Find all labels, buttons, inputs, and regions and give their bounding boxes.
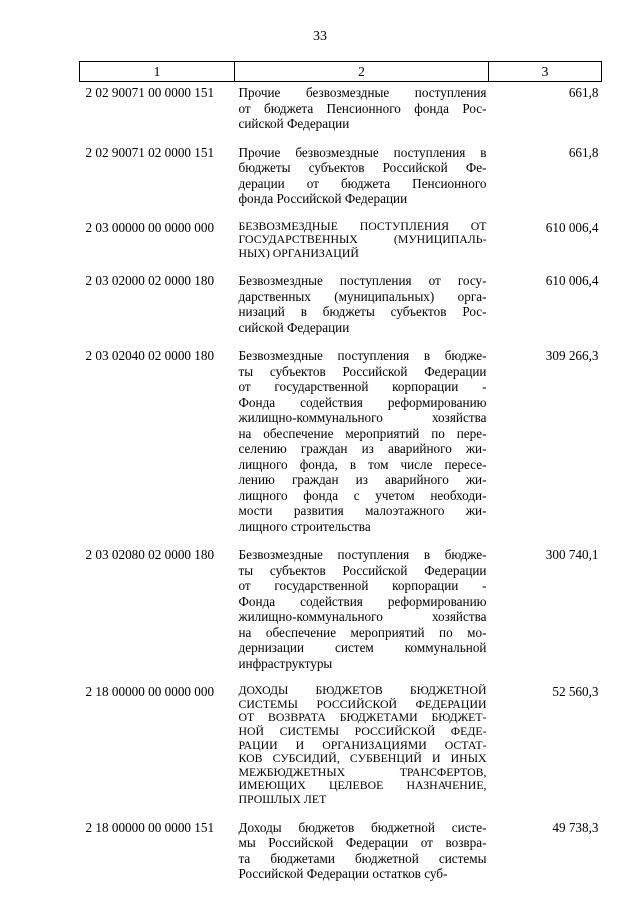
description-line: лению граждан из аварийного жи- [238,472,487,488]
budget-code-cell: 2 18 00000 00 0000 000 [85,684,215,700]
description-line: ПРОШЛЫХ ЛЕТ [238,792,327,807]
description-line: Фонда содействия реформированию [238,593,487,609]
description-line: КОВ СУБСИДИЙ, СУБВЕНЦИЙ И ИНЫХ [238,751,487,766]
budget-code-cell: 2 03 02040 02 0000 180 [85,348,215,364]
description-line: та бюджетами бюджетной системы [238,850,487,866]
column-header-amount: 3 [489,62,602,82]
table-row [80,817,602,892]
description-line: селению граждан из аварийного жи- [238,441,487,457]
table-row [80,681,602,816]
description-line: от государственной корпорации - [238,578,487,594]
description-line: жилищно-коммунального хозяйства [238,410,487,426]
description-line: НЫХ) ОРГАНИЗАЦИЙ [238,245,359,260]
amount-cell: 49 738,3 [552,819,599,835]
description-line: ГОСУДАРСТВЕННЫХ (МУНИЦИПАЛЬ- [238,232,487,247]
description-line: Безвозмездные поступления от госу- [238,273,487,289]
table-row [80,270,602,345]
description-line: ИМЕЮЩИХ ЦЕЛЕВОЕ НАЗНАЧЕНИЕ, [238,778,487,793]
description-cell [235,345,489,544]
budget-revenue-table [79,61,602,892]
description-line: дерации от бюджета Пенсионного [238,175,487,191]
amount-cell: 610 006,4 [545,273,599,289]
budget-code-cell: 2 02 90071 02 0000 151 [85,144,215,160]
description-line: Прочие безвозмездные поступления [238,85,487,100]
description-line: Доходы бюджетов бюджетной систе- [238,819,487,835]
table-row [80,345,602,544]
description-line: Российской Федерации остатков суб- [238,866,448,882]
description-line: низаций в бюджеты субъектов Рос- [238,304,487,320]
description-line: МЕЖБЮДЖЕТНЫХ ТРАНСФЕРТОВ, [238,764,487,779]
description-cell [235,681,489,816]
description-line: мы Российской Федерации от возвра- [238,835,487,851]
description-cell [235,817,489,892]
description-line: Фонда содействия реформированию [238,394,487,410]
budget-code-cell: 2 02 90071 00 0000 151 [85,85,215,100]
budget-code-cell: 2 03 02000 02 0000 180 [85,273,215,289]
description-line: дернизации систем коммунальной [238,640,487,656]
description-line: сийской Федерации [238,319,350,335]
description-line: Безвозмездные поступления в бюдже- [238,547,487,563]
description-line: жилищно-коммунального хозяйства [238,609,487,625]
table-row [80,82,602,142]
description-line: инфраструктуры [238,655,333,671]
description-line: мости развития малоэтажного жи- [238,503,487,519]
description-cell [235,217,489,271]
description-line: бюджеты субъектов Российской Фе- [238,160,487,175]
description-line: лищного фонда, в том числе пересе- [238,456,487,472]
description-line: лищного фонда с учетом необходи- [238,487,487,503]
description-line: от бюджета Пенсионного фонда Рос- [238,100,487,116]
table-header-row [80,62,602,82]
budget-code-cell: 2 03 00000 00 0000 000 [85,219,215,235]
budget-code-cell: 2 03 02080 02 0000 180 [85,547,215,563]
description-cell [235,142,489,217]
table-row [80,217,602,271]
column-header-code: 1 [80,62,235,82]
amount-cell: 610 006,4 [545,219,599,235]
description-line: ДОХОДЫ БЮДЖЕТОВ БЮДЖЕТНОЙ [238,683,487,698]
budget-code-cell: 2 18 00000 00 0000 151 [85,819,215,835]
description-line: СИСТЕМЫ РОССИЙСКОЙ ФЕДЕРАЦИИ [238,696,487,711]
amount-cell: 309 266,3 [545,348,599,364]
description-line: НОЙ СИСТЕМЫ РОССИЙСКОЙ ФЕДЕ- [238,724,487,739]
description-line: Прочие безвозмездные поступления в [238,144,487,160]
amount-cell: 661,8 [568,85,599,100]
description-line: РАЦИИ И ОРГАНИЗАЦИЯМИ ОСТАТ- [238,737,487,752]
description-line: сийской Федерации [238,116,350,131]
description-line: от государственной корпорации - [238,379,487,395]
column-header-description: 2 [235,62,489,82]
table-row [80,544,602,681]
description-line: ты субъектов Российской Федерации [238,363,487,379]
description-line: Безвозмездные поступления в бюдже- [238,348,487,364]
description-line: ОТ ВОЗВРАТА БЮДЖЕТАМИ БЮДЖЕТ- [238,710,487,725]
description-cell [235,544,489,681]
description-line: лищного строительства [238,518,371,534]
amount-cell: 661,8 [568,144,599,160]
description-line: ты субъектов Российской Федерации [238,562,487,578]
description-line: дарственных (муниципальных) орга- [238,288,487,304]
description-line: фонда Российской Федерации [238,191,408,206]
description-cell [235,82,489,142]
table-row [80,142,602,217]
amount-cell: 300 740,1 [545,547,599,563]
description-line: БЕЗВОЗМЕЗДНЫЕ ПОСТУПЛЕНИЯ ОТ [238,218,487,233]
page-number: 33 [313,29,327,44]
description-line: на обеспечение мероприятий по мо- [238,624,487,640]
amount-cell: 52 560,3 [552,684,599,700]
description-line: на обеспечение мероприятий по пере- [238,425,487,441]
description-cell [235,270,489,345]
